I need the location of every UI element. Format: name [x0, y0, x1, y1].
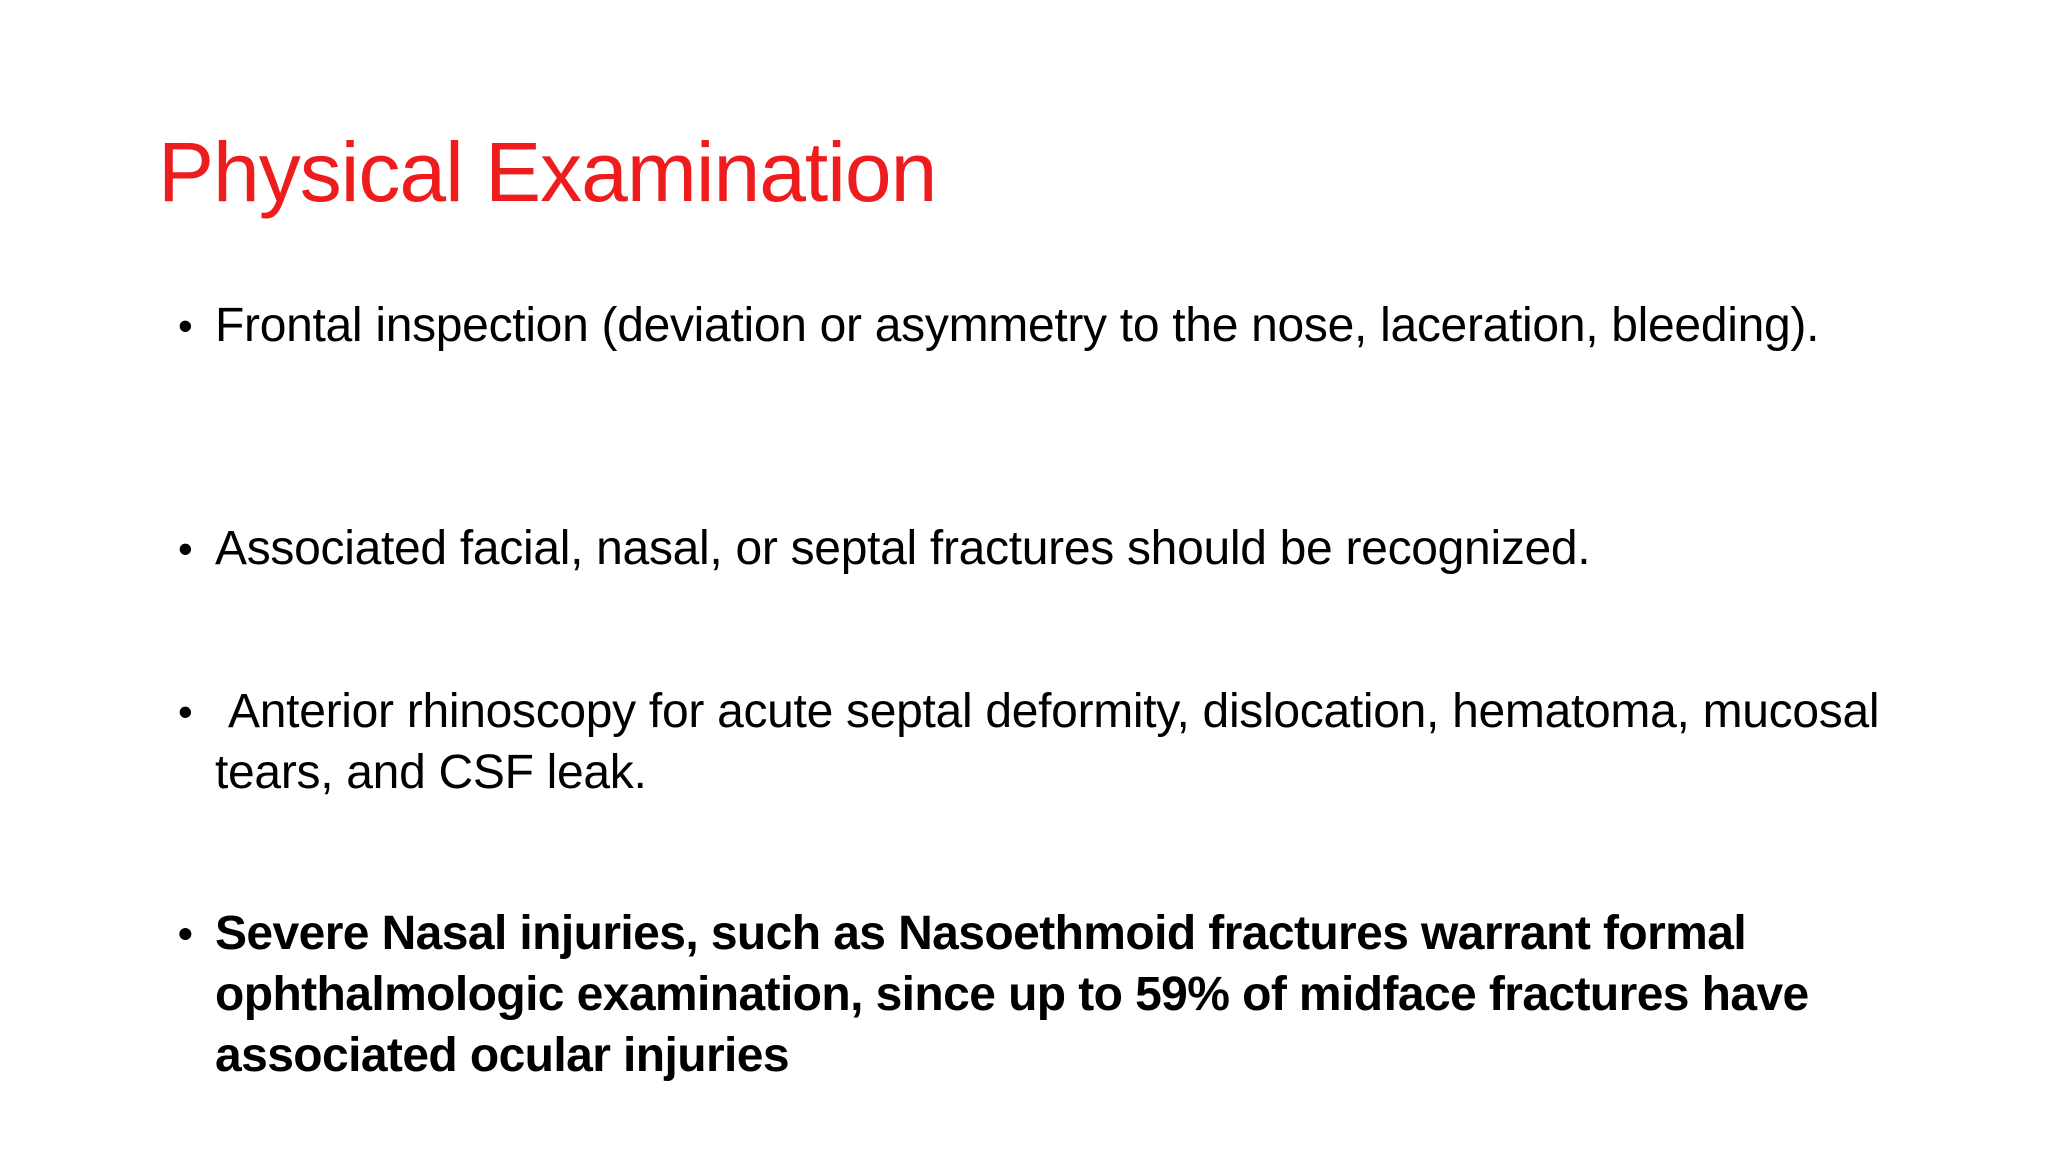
bullet-item-anterior-rhinoscopy	[178, 681, 1938, 803]
bullet-icon: •	[178, 525, 193, 572]
bullet-icon: •	[178, 688, 193, 735]
bullet-text: Anterior rhinoscopy for acute septal deformity, dislocation, hematoma, mucosal tears, and CSF leak.	[215, 685, 1893, 799]
bullet-item-frontal-inspection	[178, 295, 1938, 356]
bullet-text: Severe Nasal injuries, such as Nasoethmoid fractures warrant formal ophthalmologic examination, since up to 59% of midface fractures have associated ocular injuries	[215, 907, 1809, 1082]
bullet-icon: •	[178, 302, 193, 349]
slide-title: Physical Examination	[158, 125, 937, 219]
bullet-item-associated-fractures	[178, 518, 1938, 579]
bullet-text: Associated facial, nasal, or septal fractures should be recognized.	[215, 522, 1591, 575]
bullet-text: Frontal inspection (deviation or asymmetry to the nose, laceration, bleeding).	[215, 299, 1820, 352]
bullet-item-severe-nasal-injuries	[178, 903, 1938, 1086]
bullet-icon: •	[178, 910, 193, 957]
